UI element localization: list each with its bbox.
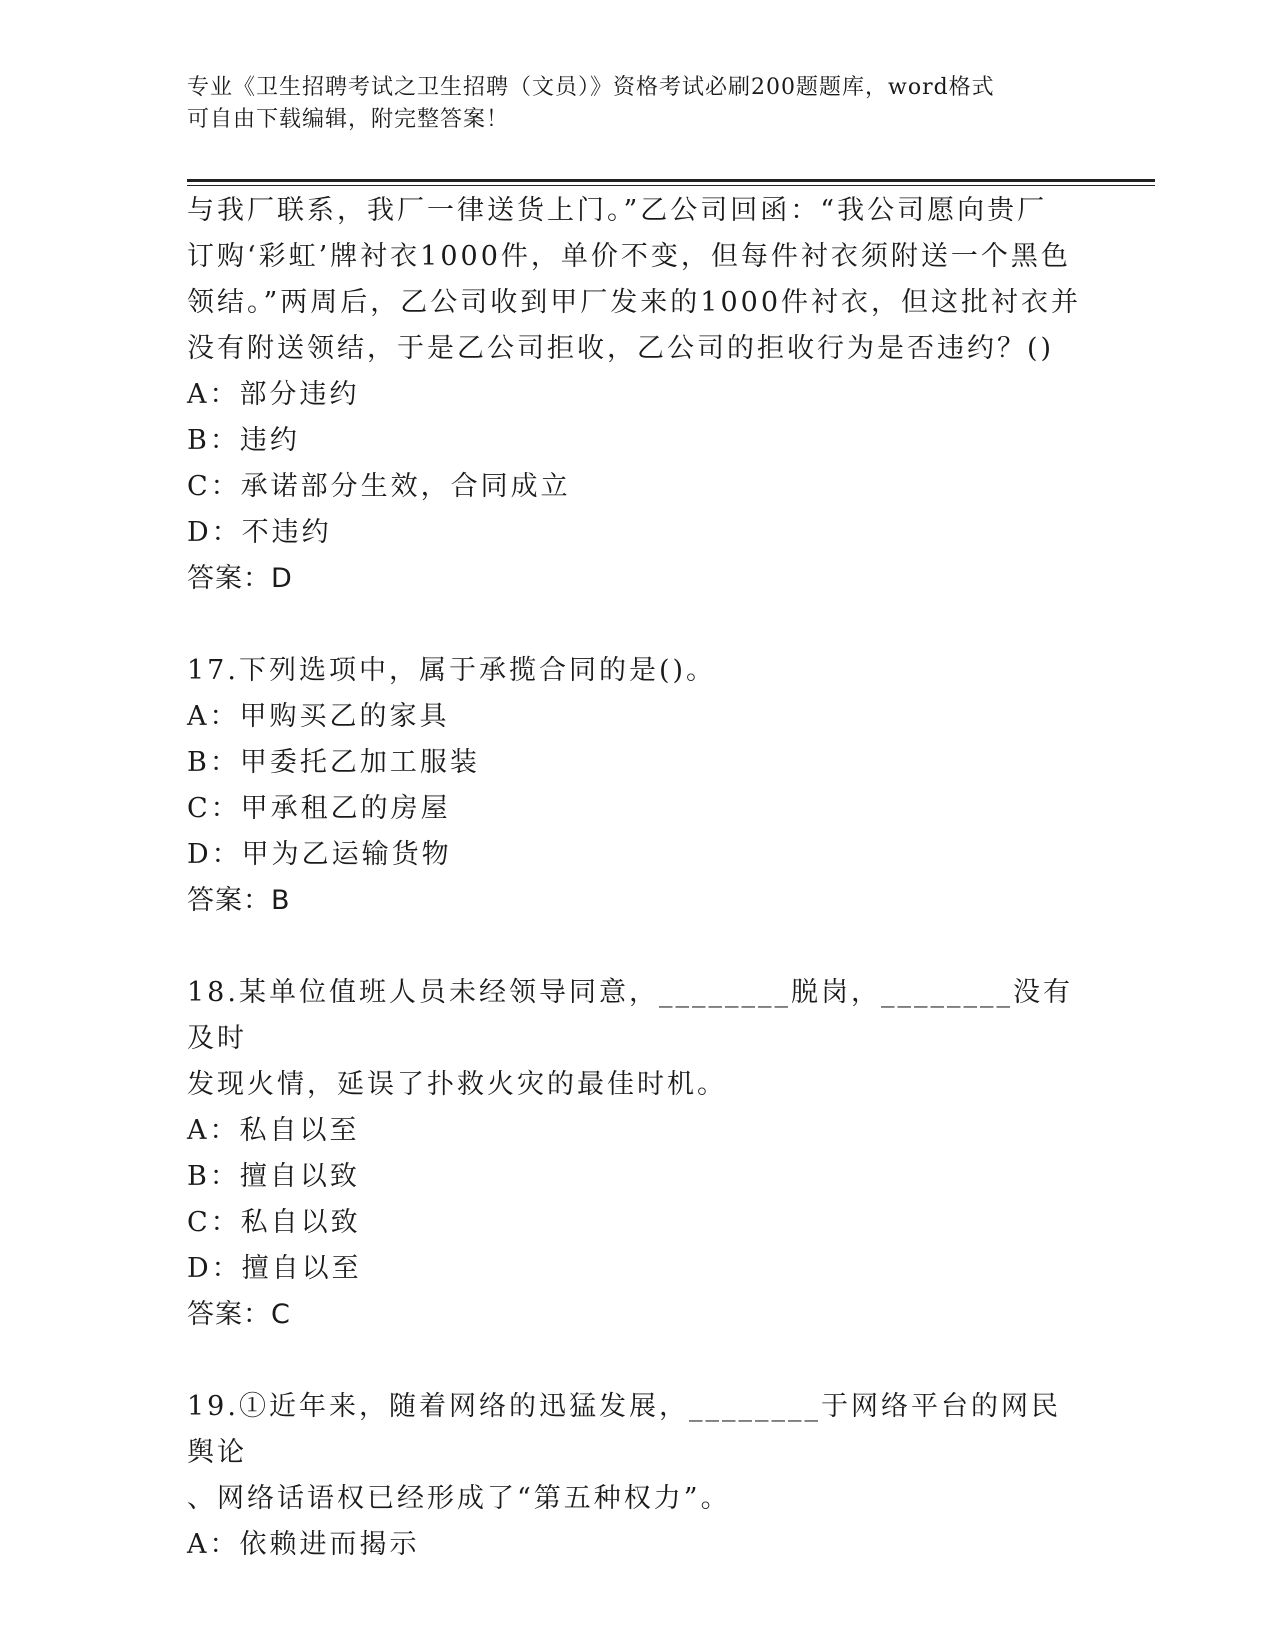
option-c: C：甲承租乙的房屋 xyxy=(187,793,451,824)
option-c: C：承诺部分生效，合同成立 xyxy=(187,471,571,502)
header-rule-thick xyxy=(187,179,1155,182)
option-c: C：私自以致 xyxy=(187,1207,361,1238)
option-b: B：甲委托乙加工服装 xyxy=(187,747,480,778)
question-line: 没有附送领结，于是乙公司拒收，乙公司的拒收行为是否违约？() xyxy=(187,333,1055,364)
question-line: 领结。”两周后，乙公司收到甲厂发来的1000件衬衣，但这批衬衣并 xyxy=(187,287,1082,318)
option-b: B：擅自以致 xyxy=(187,1161,360,1192)
spacer xyxy=(187,924,1087,970)
spacer xyxy=(187,602,1087,648)
question-line: 19.①近年来，随着网络的迅猛发展，________于网络平台的网民舆论 xyxy=(187,1391,1061,1468)
question-line: 18.某单位值班人员未经领导同意，________脱岗，________没有及时 xyxy=(187,977,1073,1054)
question-line: 发现火情，延误了扑救火灾的最佳时机。 xyxy=(187,1069,727,1100)
question-19 xyxy=(187,1384,1087,1568)
answer: 答案：D xyxy=(187,563,293,594)
document-body xyxy=(187,188,1087,1568)
option-a: A：私自以至 xyxy=(187,1115,360,1146)
option-d: D：甲为乙运输货物 xyxy=(187,839,452,870)
option-d: D：擅自以至 xyxy=(187,1253,362,1284)
question-17 xyxy=(187,648,1087,924)
answer: 答案：C xyxy=(187,1299,291,1330)
question-18 xyxy=(187,970,1087,1338)
header-line-2: 可自由下载编辑，附完整答案！ xyxy=(187,107,510,132)
header-line-1: 专业《卫生招聘考试之卫生招聘（文员）》资格考试必刷200题题库，word格式 xyxy=(187,75,995,100)
option-b: B：违约 xyxy=(187,425,300,456)
question-line: 订购‘彩虹’牌衬衣1000件，单价不变，但每件衬衣须附送一个黑色 xyxy=(187,241,1071,272)
spacer xyxy=(187,1338,1087,1384)
option-a: A：部分违约 xyxy=(187,379,360,410)
document-header xyxy=(187,72,1087,136)
question-line: 与我厂联系，我厂一律送货上门。”乙公司回函：“我公司愿向贵厂 xyxy=(187,195,1048,226)
option-a: A：依赖进而揭示 xyxy=(187,1529,420,1560)
option-a: A：甲购买乙的家具 xyxy=(187,701,450,732)
option-d: D：不违约 xyxy=(187,517,332,548)
answer: 答案：B xyxy=(187,885,291,916)
question-line: 、网络话语权已经形成了“第五种权力”。 xyxy=(187,1483,731,1514)
question-16 xyxy=(187,188,1087,602)
question-line: 17.下列选项中，属于承揽合同的是()。 xyxy=(187,655,717,686)
header-rule-thin xyxy=(187,185,1155,186)
